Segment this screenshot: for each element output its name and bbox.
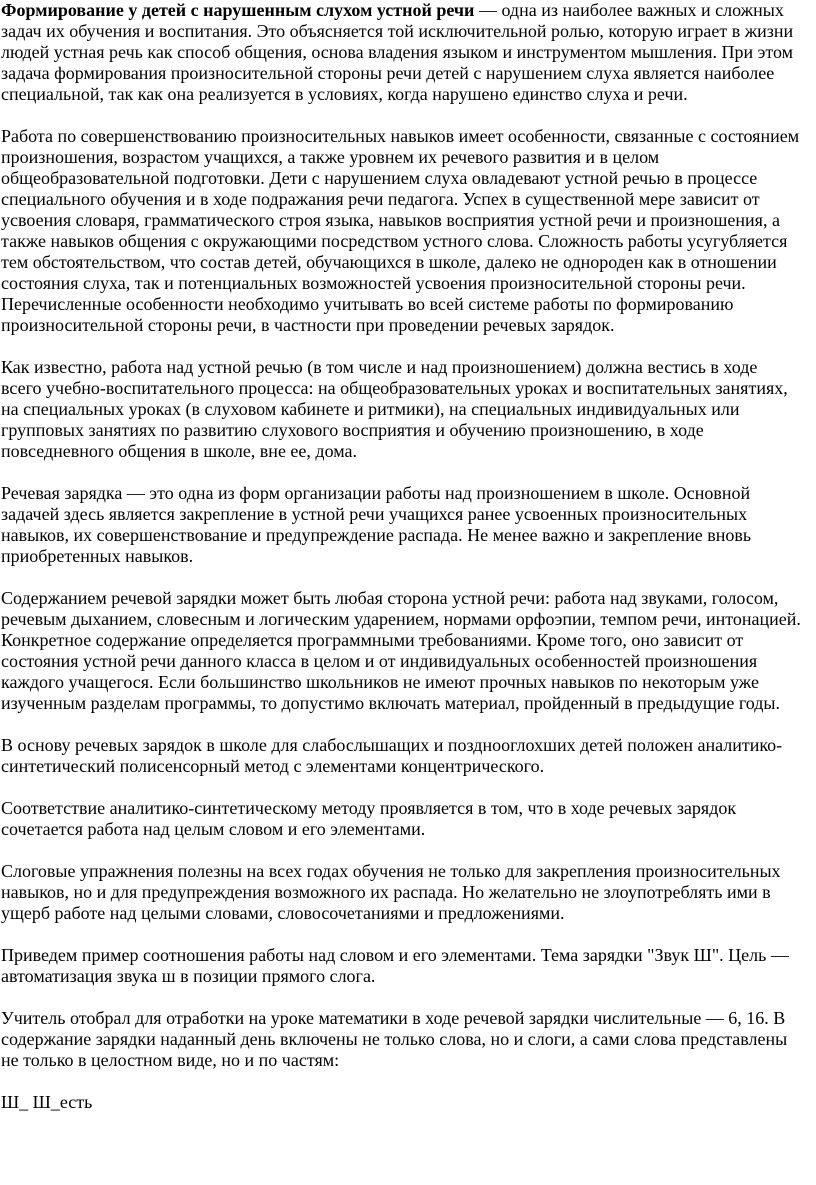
paragraph: Работа по совершенствованию произносительных навыков имеет особенности, связанные с состоянием произношения, возрастом учащихся, а также уровнем их речевого развития и в целом общеобразовательной подготовки. Дети с нарушением слуха овладевают устной речью в процессе специального обучения и в ходе подражания речи педагога. Успех в существенной мере зависит от усвоения словаря, грамматического строя языка, навыков восприятия устной речи и произношения, а также навыков общения с окружающими посредством устного слова. Сложность работы усугубляется тем обстоятельством, что состав детей, обучающихся в школе, далеко не однороден как в отношении состояния слуха, так и потенциальных возможностей усвоения произносительной стороны речи. Перечисленные особенности необходимо учитывать во всей системе работы по формированию произносительной стороны речи, в частности при проведении речевых зарядок. — [1, 126, 800, 335]
intro-bold-lead: Формирование у детей с нарушенным слухом устной речи — [1, 0, 475, 20]
paragraph: Приведем пример соотношения работы над словом и его элементами. Тема зарядки "Звук Ш". Цель — автоматизация звука ш в позиции прямого слога. — [1, 945, 789, 986]
intro-paragraph — [1, 0, 801, 105]
paragraph: Содержанием речевой зарядки может быть любая сторона устной речи: работа над звуками, голосом, речевым дыханием, словесным и логическим ударением, нормами орфоэпии, темпом речи, интонацией. Конкретное содержание определяется программными требованиями. Кроме того, оно зависит от состояния устной речи данного класса в целом и от индивидуальных особенностей произношения каждого учащегося. Если большинство школьников не имеют прочных навыков по некоторым уже изученным разделам программы, то допустимо включать материал, пройденный в предыдущие годы. — [1, 588, 801, 713]
syllable-example: Ш_ Ш_есть — [1, 1092, 93, 1112]
paragraph: Соответствие аналитико-синтетическому методу проявляется в том, что в ходе речевых зарядок сочетается работа над целым словом и его элементами. — [1, 798, 737, 839]
paragraph: Слоговые упражнения полезны на всех годах обучения не только для закрепления произносительных навыков, но и для предупреждения возможного их распада. Но желательно не злоупотреблять ими в ущерб работе над целыми словами, словосочетаниями и предложениями. — [1, 861, 781, 923]
paragraph: Речевая зарядка — это одна из форм организации работы над произношением в школе. Основной задачей здесь является закрепление в устной речи учащихся ранее усвоенных произносительных навыков, их совершенствование и предупреждение распада. Не менее важно и закрепление вновь приобретенных навыков. — [1, 483, 752, 566]
paragraph: Как известно, работа над устной речью (в том числе и над произношением) должна вестись в ходе всего учебно-воспитательного процесса: на общеобразовательных уроках и воспитательных занятиях, на специальных уроках (в слуховом кабинете и ритмики), на специальных индивидуальных или групповых занятиях по развитию слухового восприятия и обучению произношению, в ходе повседневного общения в школе, вне ее, дома. — [1, 357, 788, 461]
paragraph: В основу речевых зарядок в школе для слабослышащих и позднооглохших детей положен аналитико-синтетический полисенсорный метод с элементами концентрического. — [1, 735, 783, 776]
intro-text: — одна из наиболее важных и сложных задач их обучения и воспитания. Это объясняется той исключительной ролью, которую играет в жизни людей устная речь как способ общения, основа владения языком и инструментом мышления. При этом задача формирования произносительной стороны речи детей с нарушением слуха является наиболее специальной, так как она реализуется в условиях, когда нарушено единство слуха и речи. — [1, 0, 794, 104]
paragraph: Учитель отобрал для отработки на уроке математики в ходе речевой зарядки числительные — 6, 16. В содержание зарядки наданный день включены не только слова, но и слоги, а сами слова представлены не только в целостном виде, но и по частям: — [1, 1008, 788, 1070]
